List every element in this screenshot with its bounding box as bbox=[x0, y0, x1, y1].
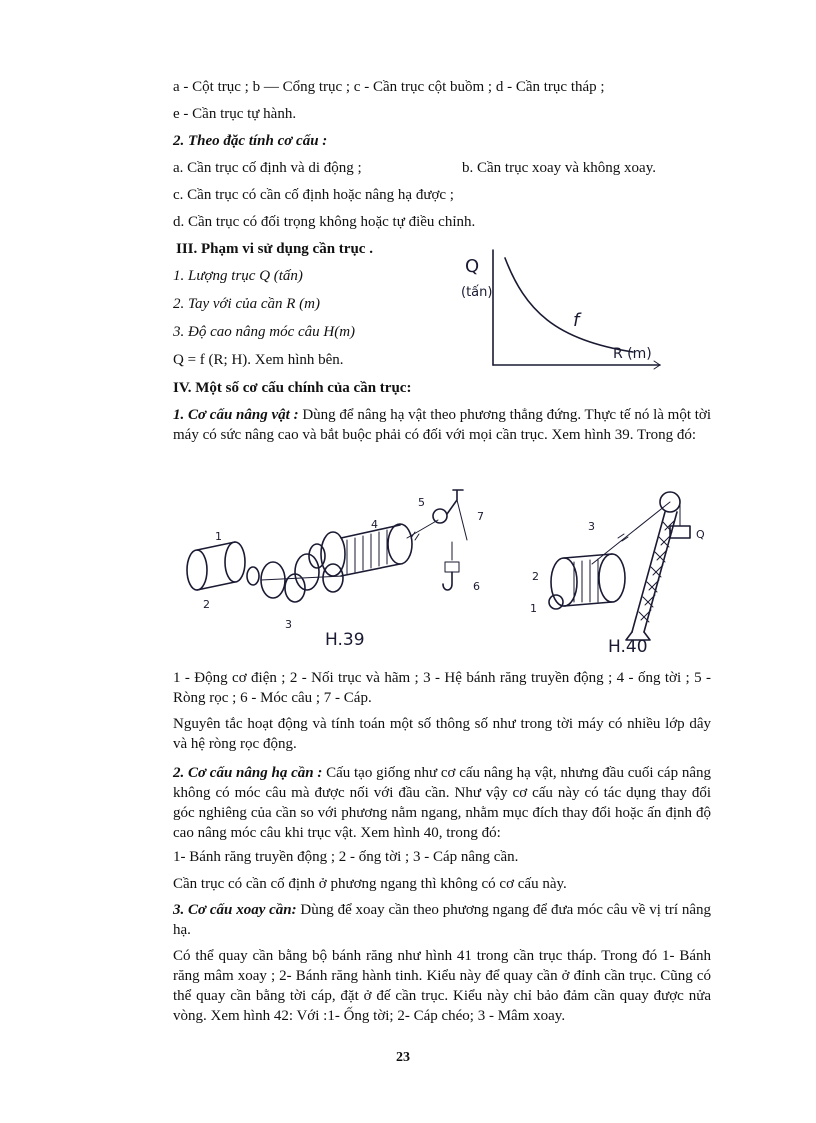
page-number: 23 bbox=[396, 1050, 410, 1065]
slewing-text: Dùng để xoay cần theo phương ngang để đưa móc câu về vị trí nâng hạ. bbox=[173, 902, 711, 938]
slewing-title: 3. Cơ cấu xoay cần: bbox=[173, 902, 297, 918]
paragraph-hoist bbox=[173, 405, 711, 445]
fig40-caption: H.40 bbox=[608, 637, 648, 657]
fig39-label-1: 1 bbox=[215, 530, 222, 543]
luffing-text: Cấu tạo giống như cơ cấu nâng hạ vật, nhưng đầu cuối cáp nâng không có móc câu mà được nối với đầu cần. Như vậy cơ cấu này có tác dụng thay đổi góc nghiêng của cần so với phương nằm ngang, nhằm mục đích thay đổi hoặc ấn định độ cao nâng móc câu khi trục vật. Xem hình 40, trong đó: bbox=[173, 765, 711, 841]
item-b: b. Cần trục xoay và không xoay. bbox=[462, 160, 656, 176]
drum-end bbox=[388, 524, 412, 564]
luffing-title: 2. Cơ cấu nâng hạ cần : bbox=[173, 765, 323, 781]
slewing-methods-text: Có thể quay cần bằng bộ bánh răng như hình 41 trong cần trục tháp. Trong đó 1- Bánh răng mâm xoay ; 2- Bánh răng hành tinh. Kiểu này để quay cần ở đỉnh cần trục. Cũng có thể quay cần bằng tời cáp, đặt ở đế cần trục. Kiểu này chỉ bảo đảm cần quay được nửa vòng. Xem hình 42: Với :1- Ống tời; 2- Cáp chéo; 3 - Mâm xoay. bbox=[173, 948, 711, 1024]
fig39-label-7: 7 bbox=[477, 510, 484, 523]
heading-scope: III. Phạm vi sử dụng cần trục . bbox=[176, 241, 373, 257]
principle-text: Nguyên tắc hoạt động và tính toán một số thông số như trong tời máy có nhiều lớp dây và hệ ròng rọc động. bbox=[173, 716, 711, 752]
scope-item-2: 2. Tay với của cần R (m) bbox=[173, 296, 321, 312]
fig40-label-1: 1 bbox=[530, 602, 537, 615]
hoist-title: 1. Cơ cấu nâng vật : bbox=[173, 407, 299, 423]
graph-curve-f bbox=[505, 258, 633, 352]
figure-h39-hoist-mechanism bbox=[175, 480, 495, 655]
crane-types-line: a - Cột trục ; b — Cổng trục ; c - Cần trục cột buồm ; d - Cần trục tháp ; bbox=[173, 79, 605, 95]
load-reach-graph bbox=[455, 240, 670, 375]
graph-x-label: R (m) bbox=[613, 346, 652, 362]
pulley-5 bbox=[433, 509, 447, 523]
legend-h39-text: 1 - Động cơ điện ; 2 - Nối trục và hãm ; 3 - Hệ bánh răng truyền động ; 4 - ống tời ; 5 - Ròng rọc ; 6 - Móc câu ; 7 - Cáp. bbox=[173, 670, 711, 706]
motor-end bbox=[187, 550, 207, 590]
paragraph-slewing-methods bbox=[173, 946, 711, 1026]
fig39-label-4: 4 bbox=[371, 518, 378, 531]
item-d: d. Cần trục có đối trọng không hoặc tự điều chỉnh. bbox=[173, 214, 476, 230]
paragraph-slewing bbox=[173, 900, 711, 940]
luffing-drum bbox=[551, 558, 577, 606]
graph-y-label: Q bbox=[465, 256, 480, 277]
scope-formula: Q = f (R; H). Xem hình bên. bbox=[173, 352, 344, 368]
item-c: c. Cần trục có cần cố định hoặc nâng hạ được ; bbox=[173, 187, 454, 203]
crane-types-line-2: e - Cần trục tự hành. bbox=[173, 106, 297, 122]
legend-h39 bbox=[173, 668, 711, 708]
graph-y-unit: (tấn) bbox=[461, 285, 493, 300]
figure-h40-boom-luffing bbox=[520, 482, 720, 657]
fig39-caption: H.39 bbox=[325, 630, 365, 650]
fig40-label-2: 2 bbox=[532, 570, 539, 583]
heading-mechanisms: IV. Một số cơ cấu chính của cần trục: bbox=[173, 380, 412, 396]
paragraph-fixed-boom: Cần trục có cần cố định ở phương ngang thì không có cơ cấu này. bbox=[173, 876, 567, 892]
fig39-label-2: 2 bbox=[203, 598, 210, 611]
fig40-label-q: Q bbox=[696, 528, 705, 541]
fig40-label-3: 3 bbox=[588, 520, 595, 533]
hoist-text: Dùng để nâng hạ vật theo phương thẳng đứng. Thực tế nó là một tời máy có sức nâng cao và bắt buộc phải có đối với mọi cần trục. Xem hình 39. Trong đó: bbox=[173, 407, 712, 443]
item-a: a. Cần trục cố định và di động ; bbox=[173, 160, 362, 176]
scope-item-1: 1. Lượng trục Q (tấn) bbox=[173, 268, 303, 284]
fig39-label-5: 5 bbox=[418, 496, 425, 509]
fig39-label-6: 6 bbox=[473, 580, 480, 593]
hook-6 bbox=[443, 572, 452, 590]
paragraph-luffing bbox=[173, 763, 711, 843]
graph-curve-label: f bbox=[573, 310, 580, 331]
paragraph-principle bbox=[173, 714, 711, 754]
fig39-label-3: 3 bbox=[285, 618, 292, 631]
legend-h40: 1- Bánh răng truyền động ; 2 - ống tời ; 3 - Cáp nâng cần. bbox=[173, 849, 519, 865]
scope-item-3: 3. Độ cao nâng móc câu H(m) bbox=[173, 324, 356, 340]
heading-mechanism-features: 2. Theo đặc tính cơ cấu : bbox=[173, 133, 328, 149]
